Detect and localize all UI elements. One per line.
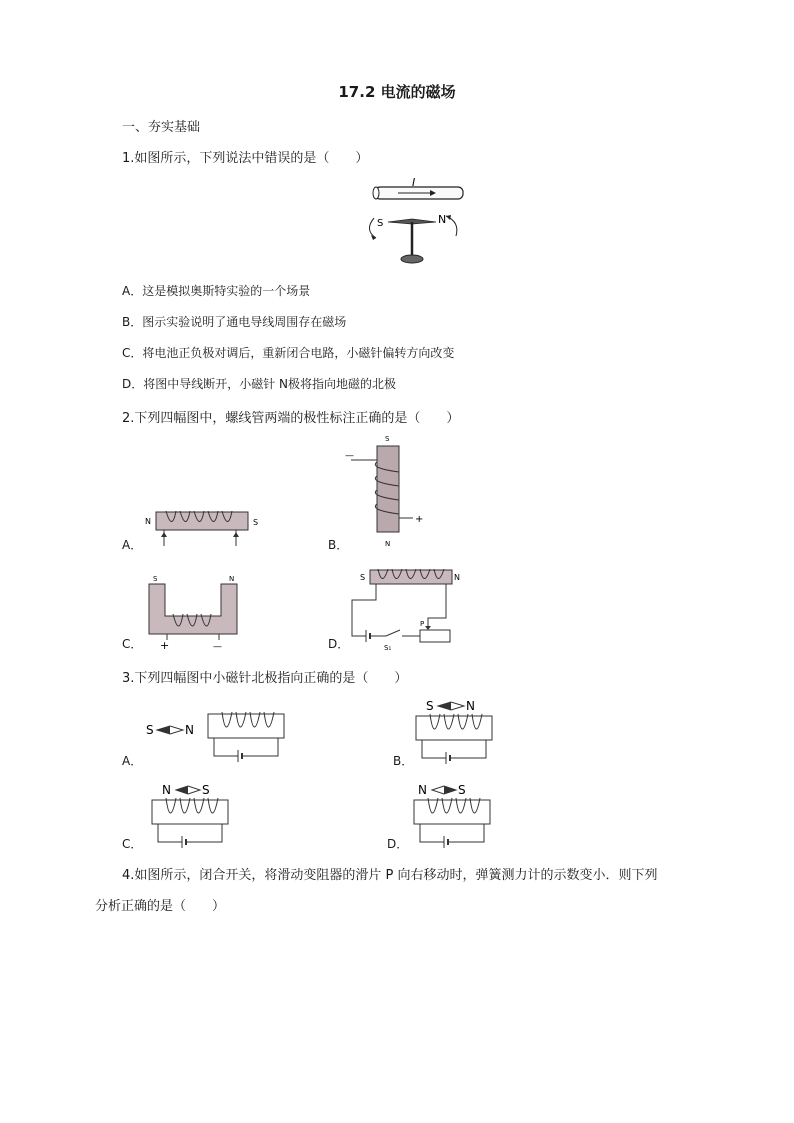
- q1-option-d[interactable]: D．将图中导线断开，小磁针 N极将指向地磁的北极: [122, 377, 397, 391]
- question-1-stem: 1.如图所示，下列说法中错误的是（ ）: [122, 151, 369, 166]
- question-3-stem: 3.下列四幅图中小磁针北极指向正确的是（ ）: [122, 671, 408, 686]
- south-label: S: [377, 218, 384, 229]
- pole-label-left: N: [145, 517, 151, 526]
- minus-terminal: —: [213, 642, 222, 652]
- q3-figure-c: [148, 778, 238, 850]
- switch-label: S₁: [384, 644, 392, 652]
- plus-terminal: +: [415, 514, 424, 525]
- needle-pole-left: N: [418, 783, 427, 797]
- slider-label: P: [420, 620, 425, 628]
- q3-option-a-label[interactable]: A．: [122, 754, 143, 768]
- pole-label-bottom: N: [385, 540, 391, 548]
- q3-figure-b: [412, 694, 502, 766]
- question-4-stem-line2: 分析正确的是（ ）: [95, 899, 226, 914]
- pole-label-left: S: [360, 573, 366, 582]
- q2-option-d-label[interactable]: D．: [328, 637, 350, 651]
- q3-option-d-label[interactable]: D．: [387, 837, 409, 851]
- q2-figure-c: [145, 574, 245, 654]
- question-2-stem: 2.下列四幅图中，螺线管两端的极性标注正确的是（ ）: [122, 411, 460, 426]
- needle-pole-right: S: [202, 783, 210, 797]
- needle-pole-right: N: [185, 723, 194, 737]
- q2-figure-b: [345, 432, 425, 550]
- needle-pole-left: S: [426, 699, 434, 713]
- question-4-stem-line1: 4.如图所示，闭合开关，将滑动变阻器的滑片 P 向右移动时，弹簧测力计的示数变小．则下列: [122, 868, 658, 883]
- q2-figure-a: [142, 508, 272, 552]
- q1-option-b[interactable]: B．图示实验说明了通电导线周围存在磁场: [122, 315, 347, 329]
- pole-label-right: S: [253, 518, 259, 527]
- q3-option-b-label[interactable]: B．: [393, 754, 414, 768]
- needle-pole-right: N: [466, 699, 475, 713]
- q3-option-c-label[interactable]: C．: [122, 837, 143, 851]
- section-heading: 一、夯实基础: [122, 120, 201, 135]
- north-label: N: [438, 213, 447, 226]
- oersted-figure: [360, 172, 470, 270]
- needle-pole-left: S: [146, 723, 154, 737]
- current-label: I: [412, 176, 416, 189]
- needle-pole-right: S: [458, 783, 466, 797]
- page-title: 17.2 电流的磁场: [338, 83, 456, 101]
- pole-label-left: S: [153, 575, 158, 583]
- pole-label-right: N: [229, 575, 235, 583]
- q2-figure-d: [348, 564, 468, 654]
- q1-option-c[interactable]: C．将电池正负极对调后，重新闭合电路，小磁针偏转方向改变: [122, 346, 455, 360]
- plus-terminal: +: [160, 639, 170, 652]
- needle-pole-left: N: [162, 783, 171, 797]
- q3-figure-d: [410, 778, 500, 850]
- minus-terminal: —: [345, 451, 354, 461]
- pole-label-top: S: [385, 435, 390, 443]
- pole-label-right: N: [454, 573, 460, 582]
- q1-option-a[interactable]: A．这是模拟奥斯特实验的一个场景: [122, 284, 311, 298]
- q3-figure-a: [144, 708, 294, 766]
- q2-option-a-label[interactable]: A．: [122, 538, 143, 552]
- q2-option-b-label[interactable]: B．: [328, 538, 349, 552]
- q2-option-c-label[interactable]: C．: [122, 637, 143, 651]
